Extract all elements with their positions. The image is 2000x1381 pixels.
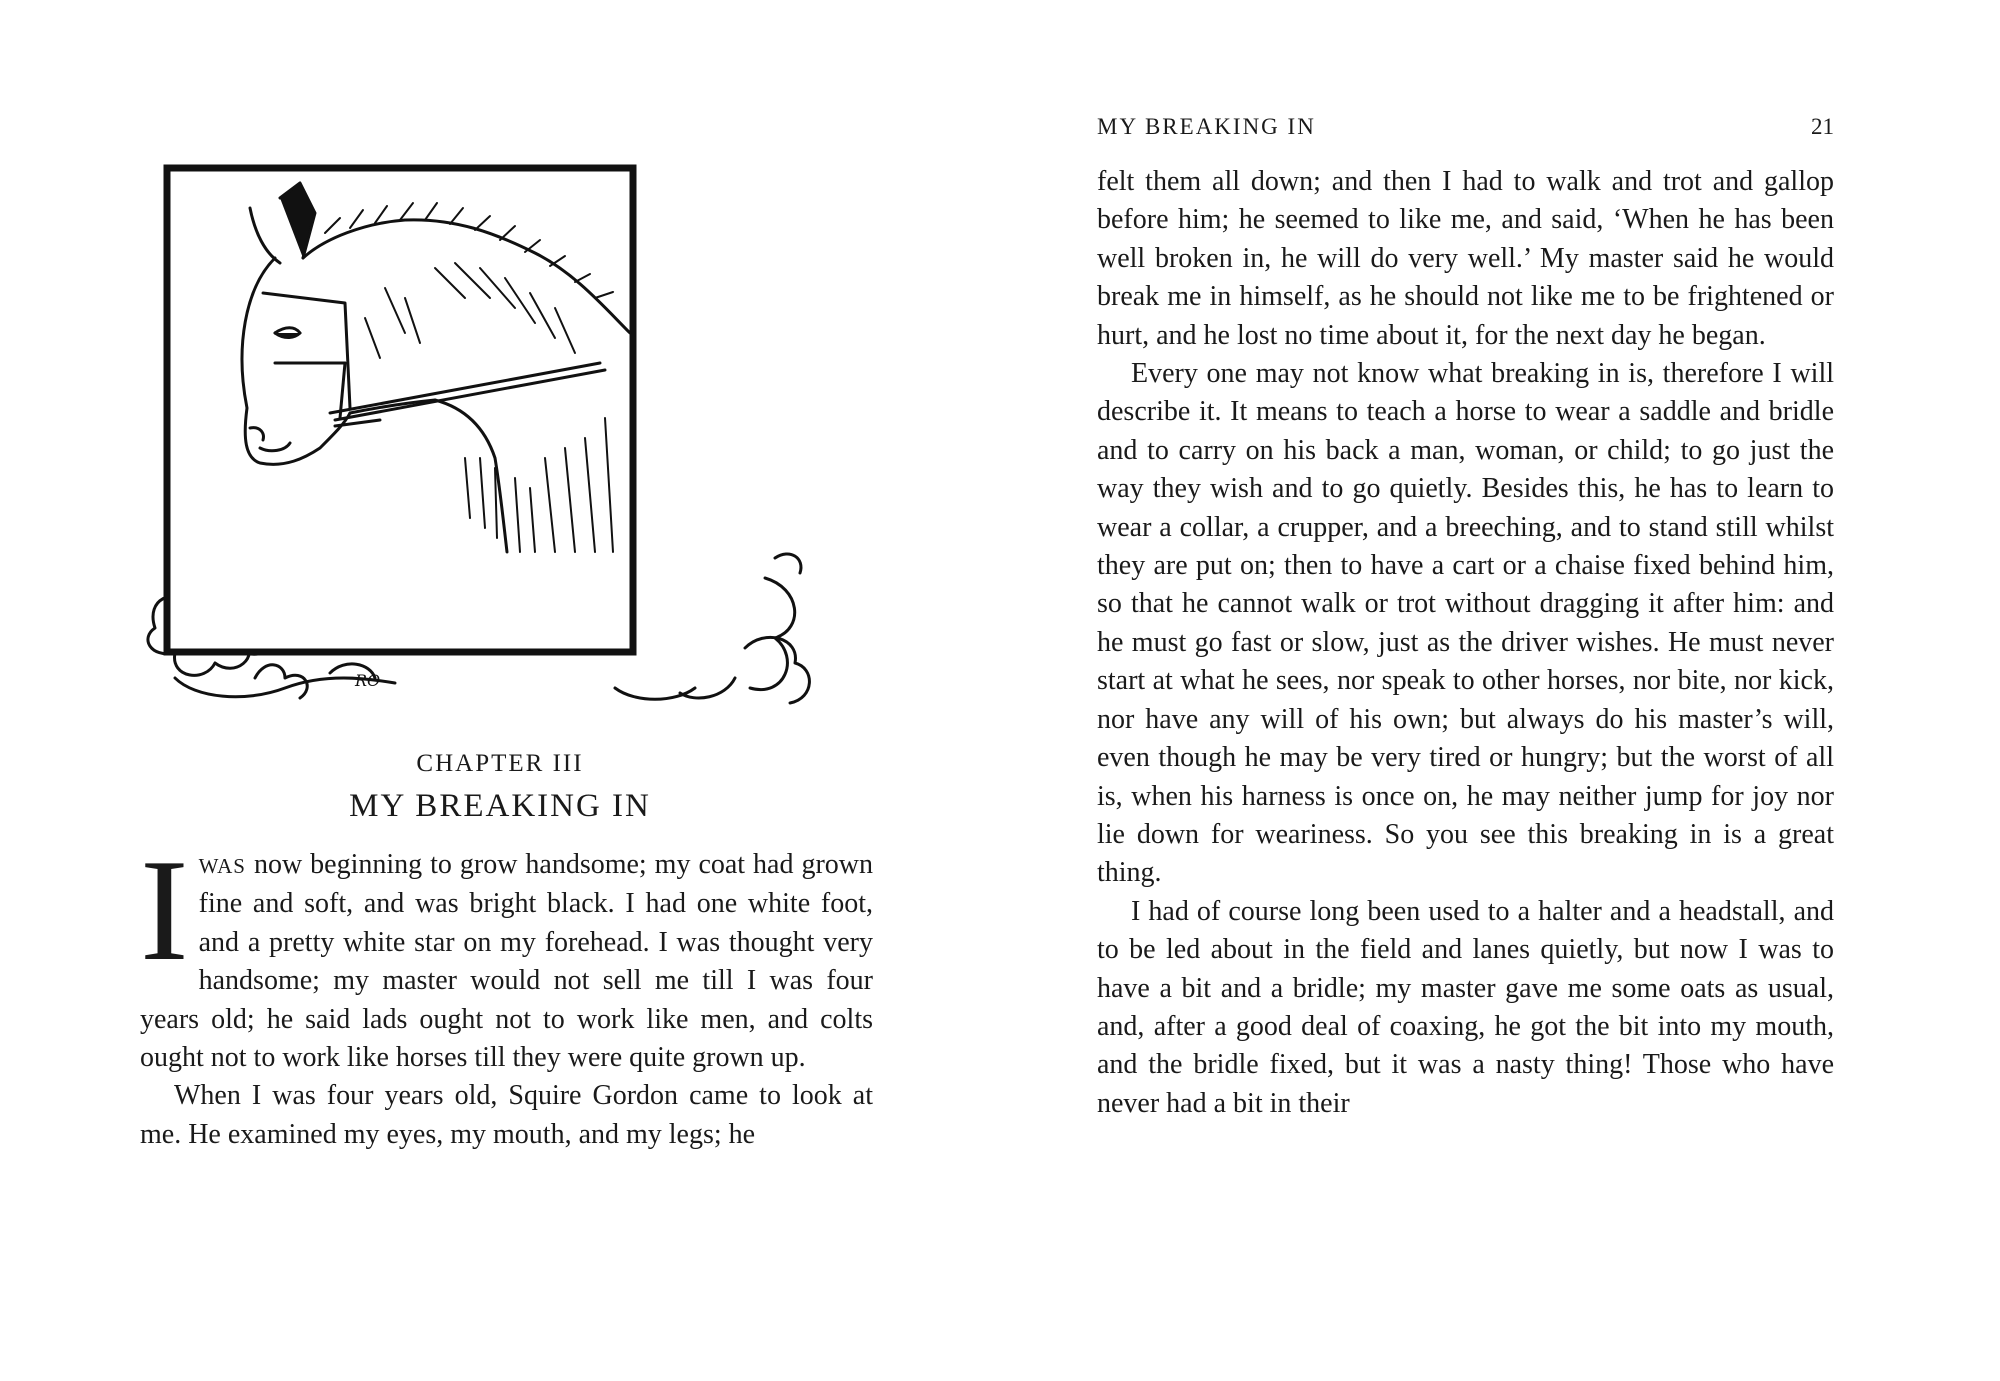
paragraph-bit-and-bridle: I had of course long been used to a halter and a headstall, and to be led about in the field and lanes quietly, but now I was to have a bit and a bridle; my master gave me some oats as usual, and, after a good deal of coaxing, he got the bit into my mouth, and the bridle fixed, but it was a nasty thing! Those who have never had a bit in their xyxy=(1097,895,1834,1119)
small-caps-lead: WAS xyxy=(198,854,246,878)
svg-text:RO: RO xyxy=(355,671,381,690)
chapter-number: CHAPTER III xyxy=(416,750,584,777)
chapter-illustration xyxy=(135,158,825,718)
page-number: 21 xyxy=(1811,114,1834,139)
running-head: MY BREAKING IN xyxy=(1097,114,1316,139)
chapter-title: MY BREAKING IN xyxy=(349,788,651,824)
horse-head-engraving-icon xyxy=(135,158,825,718)
paragraph-continued: felt them all down; and then I had to walk and trot and gallop before him; he seemed to like me, and said, ‘When he has been well broken in, he will do very well.’ My master said he would break me in himself, as he should not like me to be frightened or hurt, and he lost no time about it, for the next day he began. xyxy=(1097,166,1834,351)
drop-cap: I xyxy=(140,829,189,991)
left-body-text xyxy=(140,829,874,1154)
paragraph-1 xyxy=(140,829,874,1077)
paragraph-1-text: now beginning to grow handsome; my coat had grown fine and soft, and was bright black. I had one white foot, and a pretty white star on my forehead. I was thought very handsome; my master would not sell me till I was four years old; he said lads ought not to work like men, and colts ought not to work like horses till they were quite grown up. xyxy=(140,849,874,1074)
paragraph-breaking-in: Every one may not know what breaking in is, therefore I will describe it. It means to teach a horse to wear a saddle and bridle and to carry on his back a man, woman, or child; to go just the way they wish and to go quietly. Besides this, he has to learn to wear a collar, a crupper, and a breeching, and to stand still whilst they are put on; then to have a cart or a chaise fixed behind him, so that he cannot walk or trot without dragging it after him: and he must go fast or slow, just as the driver wishes. He must never start at what he sees, nor speak to other horses, nor bite, nor kick, nor have any will of his own; but always do his master’s will, even though he may be very tired or hungry; but the worst of all is, when his harness is once on, he may neither jump for joy nor lie down for weariness. So you see this breaking in is a great thing. xyxy=(1097,358,1834,889)
paragraph-2: When I was four years old, Squire Gordon came to look at me. He examined my eyes, my mouth, and my legs; he xyxy=(140,1080,873,1150)
right-page xyxy=(1000,0,2000,1381)
right-body-text xyxy=(1097,163,1834,1123)
